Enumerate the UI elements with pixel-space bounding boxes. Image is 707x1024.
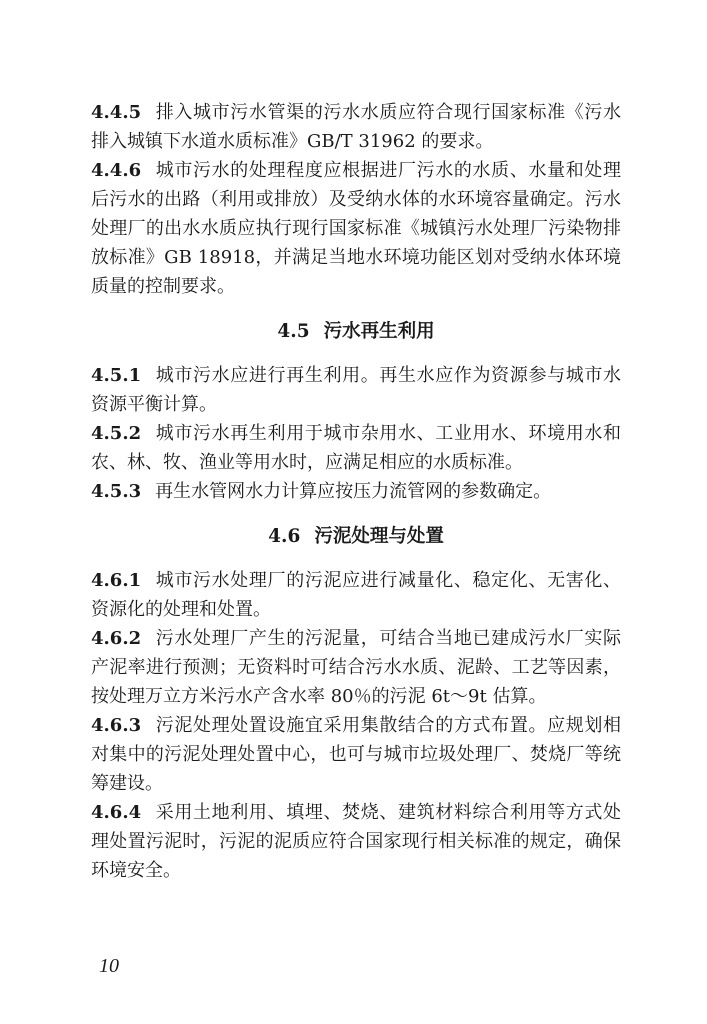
clause-4-4-5	[91, 98, 621, 156]
clause-number: 4.4.5	[91, 102, 142, 123]
clause-text: 排入城市污水管渠的污水水质应符合现行国家标准《污水排入城镇下水道水质标准》GB/T 31962 的要求。	[91, 102, 621, 152]
section-title: 污水再生利用	[323, 321, 435, 342]
clause-4-5-2	[91, 419, 621, 477]
clause-number: 4.4.6	[91, 160, 142, 181]
clause-number: 4.6.1	[91, 570, 142, 591]
clause-4-6-3	[91, 711, 621, 798]
clause-4-6-2	[91, 624, 621, 711]
section-number: 4.6	[268, 526, 301, 547]
section-heading-4-6	[91, 522, 621, 551]
clause-text: 城市污水应进行再生利用。再生水应作为资源参与城市水资源平衡计算。	[91, 365, 621, 415]
document-body	[91, 98, 621, 885]
clause-number: 4.6.4	[91, 802, 142, 823]
clause-4-6-4	[91, 798, 621, 885]
section-number: 4.5	[277, 321, 310, 342]
clause-text: 污泥处理处置设施宜采用集散结合的方式布置。应规划相对集中的污泥处理处置中心，也可与城市垃圾处理厂、焚烧厂等统筹建设。	[91, 715, 621, 794]
clause-4-6-1	[91, 566, 621, 624]
clause-number: 4.6.3	[91, 715, 142, 736]
clause-4-5-3	[91, 477, 621, 506]
clause-number: 4.5.2	[91, 423, 142, 444]
clause-text: 再生水管网水力计算应按压力流管网的参数确定。	[155, 481, 552, 502]
section-heading-4-5	[91, 317, 621, 346]
section-title: 污泥处理与处置	[314, 526, 444, 547]
clause-text: 城市污水的处理程度应根据进厂污水的水质、水量和处理后污水的出路（利用或排放）及受纳水体的水环境容量确定。污水处理厂的出水水质应执行现行国家标准《城镇污水处理厂污染物排放标准》GB 18918，并满足当地水环境功能区划对受纳水体环境质量的控制要求。	[91, 160, 621, 297]
clause-text: 城市污水再生利用于城市杂用水、工业用水、环境用水和农、林、牧、渔业等用水时，应满足相应的水质标准。	[91, 423, 621, 473]
clause-text: 污水处理厂产生的污泥量，可结合当地已建成污水厂实际产泥率进行预测；无资料时可结合污水水质、泥龄、工艺等因素，按处理万立方米污水产含水率 80％的污泥 6t～9t 估算。	[91, 628, 621, 707]
clause-number: 4.5.1	[91, 365, 142, 386]
clause-text: 城市污水处理厂的污泥应进行减量化、稳定化、无害化、资源化的处理和处置。	[91, 570, 621, 620]
clause-4-5-1	[91, 361, 621, 419]
clause-4-4-6	[91, 156, 621, 301]
clause-text: 采用土地利用、填埋、焚烧、建筑材料综合利用等方式处理处置污泥时，污泥的泥质应符合国家现行相关标准的规定，确保环境安全。	[91, 802, 621, 881]
page-number: 10	[99, 955, 119, 977]
clause-number: 4.6.2	[91, 628, 142, 649]
clause-number: 4.5.3	[91, 481, 142, 502]
